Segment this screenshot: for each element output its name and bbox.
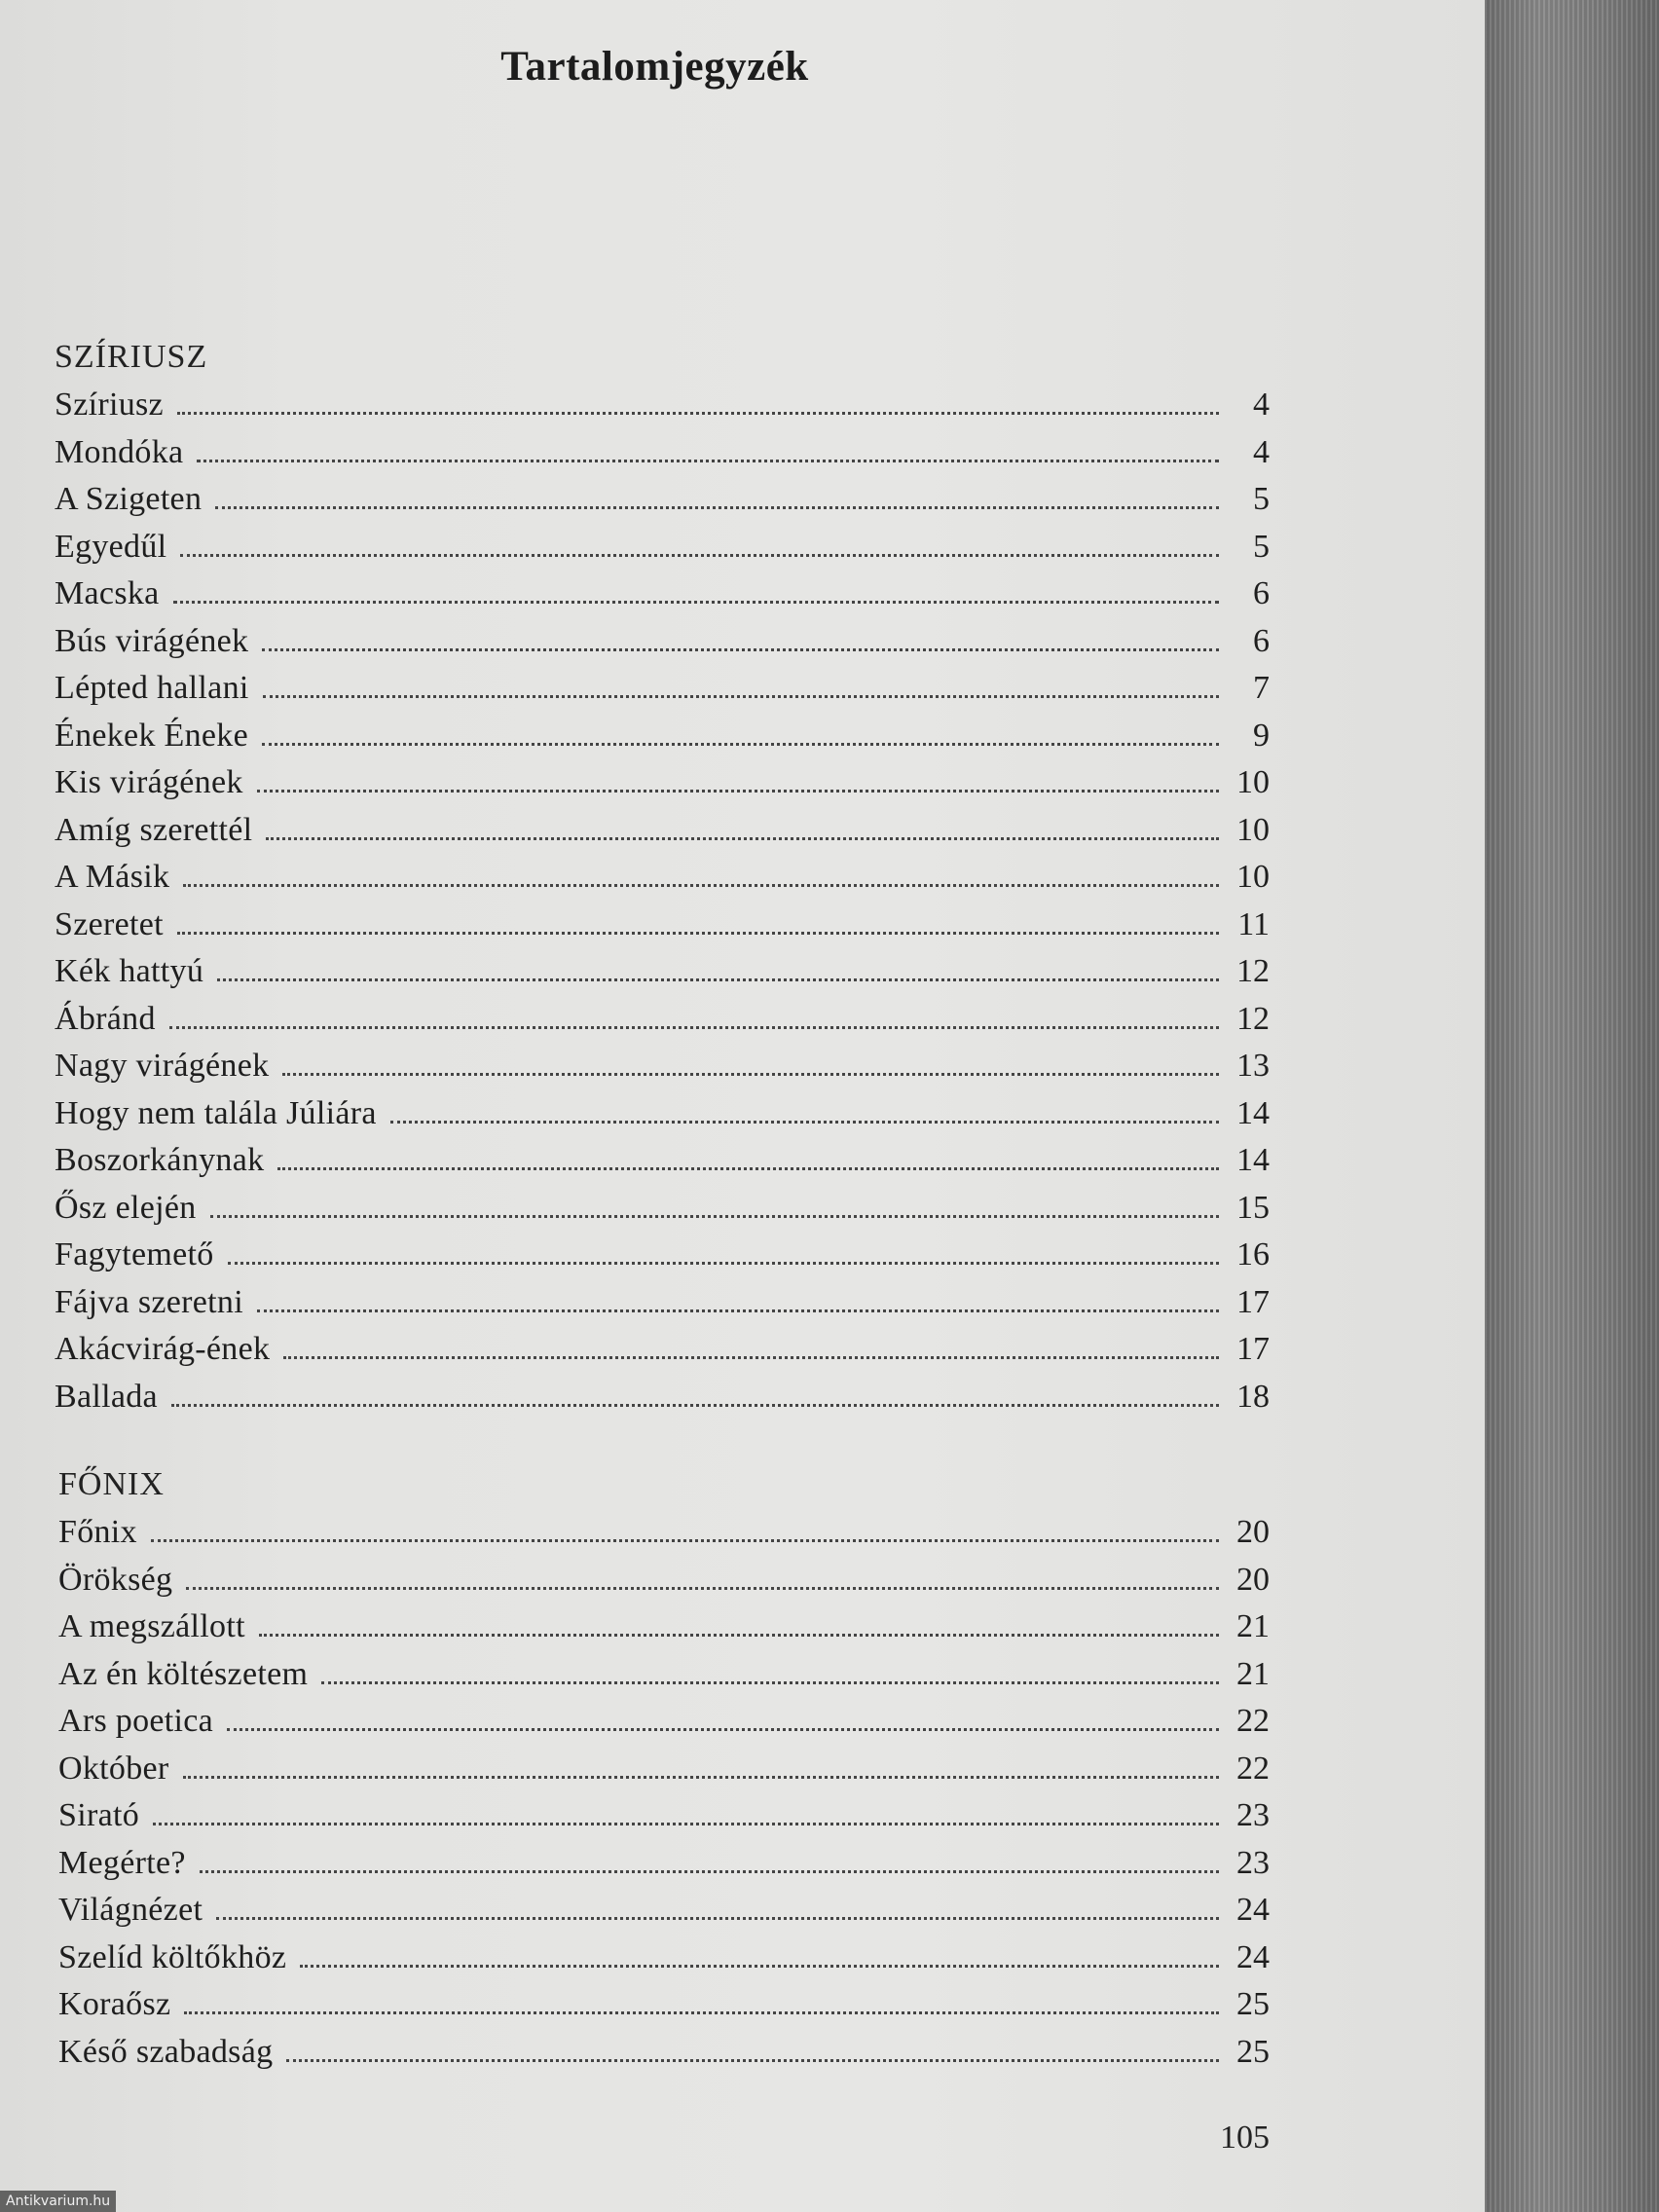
toc-entry-page: 4 [1253, 387, 1270, 423]
dot-leader [262, 743, 1219, 746]
toc-entry-page: 10 [1236, 811, 1270, 848]
toc-entry [58, 1698, 1270, 1746]
toc-entry-title: Ábránd [55, 1000, 156, 1037]
toc-entry [58, 1887, 1270, 1935]
toc-entry-page: 22 [1236, 1750, 1270, 1787]
dot-leader [171, 1404, 1219, 1407]
toc-entry-title: Kék hattyú [55, 953, 204, 989]
page-edge-background [1485, 0, 1659, 2212]
toc-entry-page: 5 [1253, 481, 1270, 517]
toc-entry-page: 6 [1253, 575, 1270, 611]
toc-entry-page: 25 [1236, 2033, 1270, 2070]
section-sziriusz [55, 333, 1270, 1420]
toc-entry-title: Megérte? [58, 1844, 186, 1881]
toc-entry-page: 18 [1236, 1378, 1270, 1415]
toc-entry [55, 571, 1270, 618]
dot-leader [300, 1965, 1219, 1968]
toc-entry [55, 1374, 1270, 1421]
toc-entry [58, 1651, 1270, 1699]
toc-entry-title: Amíg szerettél [55, 811, 253, 848]
toc-entry-title: Akácvirág-ének [55, 1331, 271, 1367]
dot-leader [200, 1870, 1219, 1873]
toc-entry-page: 24 [1236, 1892, 1270, 1928]
toc-entry [58, 1840, 1270, 1888]
dot-leader [186, 1587, 1219, 1590]
toc-entry [58, 2029, 1270, 2077]
toc-entry-page: 7 [1253, 670, 1270, 706]
dot-leader [286, 2059, 1219, 2062]
toc-entry-page: 24 [1236, 1938, 1270, 1975]
toc-entry-title: Fájva szeretni [55, 1283, 243, 1320]
dot-leader [217, 978, 1219, 981]
toc-entry-title: A Szigeten [55, 481, 203, 517]
toc-entry-title: Ars poetica [58, 1703, 214, 1739]
dot-leader [321, 1681, 1219, 1684]
toc-entry-title: Örökség [58, 1561, 173, 1598]
toc-entry [58, 1557, 1270, 1604]
toc-entry-title: Ősz elején [55, 1189, 197, 1226]
dot-leader [184, 2011, 1219, 2014]
toc-entry [55, 382, 1270, 429]
toc-entry-page: 25 [1236, 1986, 1270, 2022]
toc-entry [58, 1746, 1270, 1793]
dot-leader [257, 1309, 1219, 1312]
toc-entry [55, 759, 1270, 807]
dot-leader [153, 1823, 1219, 1825]
toc-entry-title: Sirató [58, 1797, 140, 1833]
toc-entry [55, 854, 1270, 902]
toc-entry-page: 6 [1253, 622, 1270, 659]
toc-entry-page: 12 [1236, 953, 1270, 989]
toc-entry-page: 17 [1236, 1331, 1270, 1367]
toc-entry [58, 1935, 1270, 1982]
toc-entry-title: Késő szabadság [58, 2033, 274, 2070]
dot-leader [228, 1262, 1219, 1265]
toc-entry-page: 12 [1236, 1000, 1270, 1037]
toc-entry-title: Koraősz [58, 1986, 171, 2022]
toc-entry-title: Macska [55, 575, 160, 611]
toc-entry-title: Kis virágének [55, 764, 243, 800]
toc-entry-title: A megszállott [58, 1608, 245, 1644]
toc-entry [55, 902, 1270, 949]
toc-entry-title: Szelíd költőkhöz [58, 1938, 287, 1975]
toc-entry-title: Lépted hallani [55, 670, 249, 706]
dot-leader [197, 460, 1219, 462]
dot-leader [177, 932, 1219, 935]
dot-leader [151, 1539, 1219, 1542]
toc-entry-title: A Másik [55, 859, 170, 895]
toc-entry [58, 1604, 1270, 1651]
dot-leader [257, 790, 1219, 793]
toc-entry [58, 1792, 1270, 1840]
page-title: Tartalomjegyzék [500, 44, 809, 90]
toc-entry-page: 5 [1253, 528, 1270, 565]
toc-entry [55, 1279, 1270, 1327]
toc-entry [55, 807, 1270, 855]
toc-entry-page: 22 [1236, 1703, 1270, 1739]
dot-leader [210, 1215, 1219, 1218]
dot-leader [169, 1026, 1219, 1029]
toc-entry-title: Az én költészetem [58, 1655, 309, 1692]
toc-entry-title: Október [58, 1750, 169, 1787]
page-number: 105 [1220, 2120, 1270, 2156]
toc-entry-page: 4 [1253, 433, 1270, 470]
toc-entry [55, 1326, 1270, 1374]
toc-entry-page: 21 [1236, 1608, 1270, 1644]
dot-leader [215, 506, 1219, 509]
watermark: Antikvarium.hu [0, 2191, 116, 2212]
dot-leader [183, 1776, 1219, 1779]
toc-entry-title: Szíriusz [55, 387, 164, 423]
toc-entry-title: Fagytemető [55, 1236, 214, 1272]
toc-entry-page: 16 [1236, 1236, 1270, 1272]
dot-leader [283, 1356, 1219, 1359]
toc-entry-page: 14 [1236, 1094, 1270, 1131]
dot-leader [282, 1073, 1219, 1076]
dot-leader [263, 695, 1219, 698]
toc-entry [58, 1981, 1270, 2029]
toc-entry [55, 429, 1270, 477]
toc-entry-title: Főnix [58, 1514, 137, 1550]
dot-leader [227, 1728, 1219, 1731]
toc-entry-page: 14 [1236, 1142, 1270, 1178]
toc-list [55, 382, 1270, 1420]
toc-entry-page: 15 [1236, 1189, 1270, 1226]
toc-entry-page: 23 [1236, 1797, 1270, 1833]
toc-entry-page: 21 [1236, 1655, 1270, 1692]
toc-entry [55, 1137, 1270, 1185]
toc-entry-page: 10 [1236, 859, 1270, 895]
toc-entry-title: Énekek Éneke [55, 717, 249, 754]
toc-entry [58, 1509, 1270, 1557]
dot-leader [390, 1121, 1219, 1124]
section-fonix [58, 1460, 1270, 2076]
toc-entry [55, 948, 1270, 996]
dot-leader [262, 648, 1219, 651]
toc-entry-title: Szeretet [55, 905, 164, 942]
toc-entry [55, 1043, 1270, 1090]
toc-entry-page: 20 [1236, 1514, 1270, 1550]
toc-entry-page: 11 [1237, 905, 1270, 942]
toc-entry-title: Boszorkánynak [55, 1142, 265, 1178]
toc-entry [55, 476, 1270, 524]
toc-entry-title: Ballada [55, 1378, 158, 1415]
section-heading: FŐNIX [58, 1466, 165, 1502]
toc-entry [55, 618, 1270, 666]
toc-entry-title: Világnézet [58, 1892, 203, 1928]
toc-entry [55, 996, 1270, 1044]
toc-entry-title: Bús virágének [55, 622, 249, 659]
dot-leader [216, 1917, 1219, 1920]
toc-entry [55, 1185, 1270, 1233]
dot-leader [173, 601, 1219, 604]
dot-leader [277, 1167, 1219, 1170]
dot-leader [180, 554, 1219, 557]
toc-entry [55, 524, 1270, 571]
toc-entry [55, 1090, 1270, 1138]
toc-entry-page: 17 [1236, 1283, 1270, 1320]
toc-entry [55, 713, 1270, 760]
toc-entry-page: 13 [1236, 1048, 1270, 1084]
toc-entry-page: 23 [1236, 1844, 1270, 1881]
dot-leader [259, 1634, 1219, 1637]
toc-entry-title: Hogy nem talála Júliára [55, 1094, 377, 1131]
toc-entry [55, 1232, 1270, 1279]
toc-entry-page: 10 [1236, 764, 1270, 800]
section-heading: SZÍRIUSZ [55, 339, 208, 375]
toc-list [58, 1509, 1270, 2076]
toc-entry-title: Mondóka [55, 433, 184, 470]
toc-entry-title: Egyedűl [55, 528, 167, 565]
toc-entry [55, 665, 1270, 713]
toc-entry-title: Nagy virágének [55, 1048, 270, 1084]
toc-entry-page: 9 [1253, 717, 1270, 754]
dot-leader [177, 412, 1219, 415]
dot-leader [183, 884, 1219, 887]
dot-leader [266, 837, 1219, 840]
toc-entry-page: 20 [1236, 1561, 1270, 1598]
